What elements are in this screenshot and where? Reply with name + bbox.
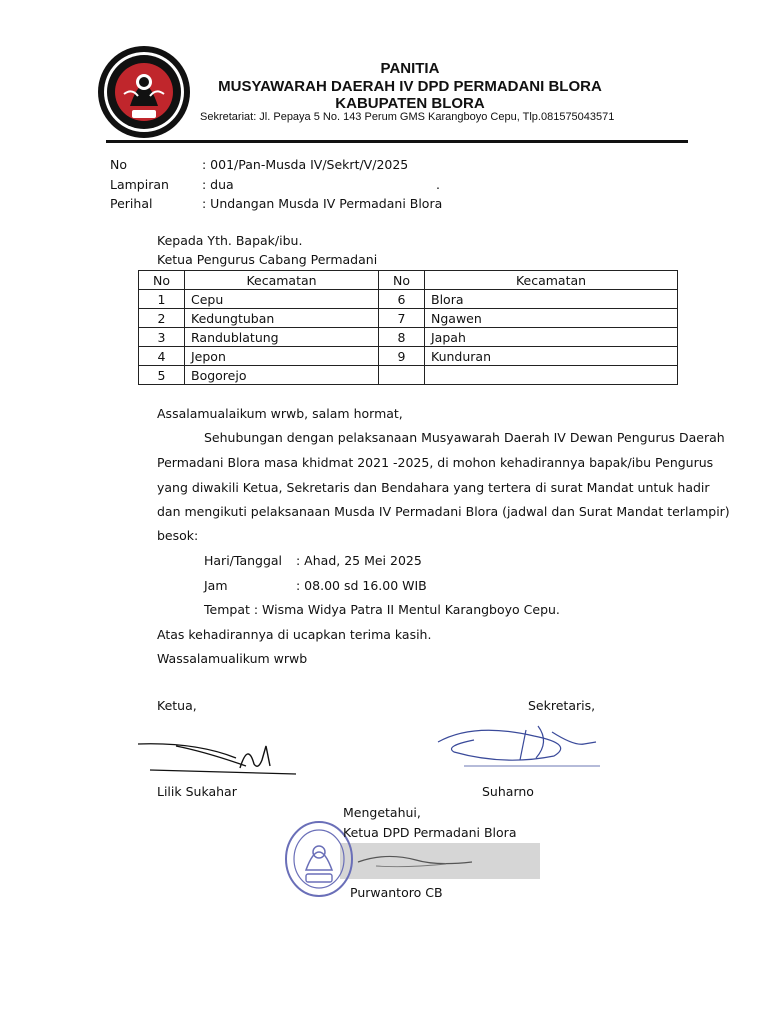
meta-lampiran-dot: .	[436, 177, 440, 192]
table-header-no: No	[379, 271, 425, 290]
body-paragraph-line: dan mengikuti pelaksanaan Musda IV Permadani Blora (jadwal dan Surat Mandat terlampir)	[157, 504, 730, 519]
table-cell: 9	[379, 347, 425, 366]
body-paragraph-line: Permadani Blora masa khidmat 2021 -2025, di mohon kehadirannya bapak/ibu Pengurus	[157, 455, 714, 470]
meta-no-value: : 001/Pan-Musda IV/Sekrt/V/2025	[202, 157, 409, 172]
table-cell: 3	[139, 328, 185, 347]
table-cell: 8	[379, 328, 425, 347]
table-cell: Japah	[425, 328, 678, 347]
meta-lampiran-value: : dua	[202, 177, 234, 192]
table-cell: 5	[139, 366, 185, 385]
sekretaris-title: Sekretaris,	[528, 698, 596, 713]
table-cell: Kedungtuban	[185, 309, 379, 328]
table-cell: Randublatung	[185, 328, 379, 347]
recipient-line2: Ketua Pengurus Cabang Permadani	[157, 252, 378, 267]
table-row	[139, 366, 678, 385]
table-cell: 7	[379, 309, 425, 328]
table-cell: 4	[139, 347, 185, 366]
organization-logo	[96, 44, 192, 140]
sekretaris-name: Suharno	[482, 784, 534, 799]
table-row	[139, 347, 678, 366]
ketua-signature	[136, 736, 302, 780]
letterhead-secretariat: Sekretariat: Jl. Pepaya 5 No. 143 Perum GMS Karangboyo Cepu, Tlp.081575043571	[200, 111, 615, 123]
letterhead-region: KABUPATEN BLORA	[335, 95, 485, 112]
letterhead-title: PANITIA	[380, 60, 440, 77]
table-header-row	[139, 271, 678, 290]
meta-lampiran-label: Lampiran	[110, 177, 169, 192]
table-cell: 1	[139, 290, 185, 309]
table-cell: Blora	[425, 290, 678, 309]
schedule-venue: Tempat : Wisma Widya Patra II Mentul Karangboyo Cepu.	[204, 602, 560, 617]
table-cell	[425, 366, 678, 385]
table-cell: Kunduran	[425, 347, 678, 366]
schedule-date-value: : Ahad, 25 Mei 2025	[296, 553, 422, 568]
table-row	[139, 290, 678, 309]
table-header-kecamatan: Kecamatan	[185, 271, 379, 290]
table-cell: Cepu	[185, 290, 379, 309]
dpd-signature	[356, 848, 476, 872]
body-paragraph-line: Sehubungan dengan pelaksanaan Musyawarah Daerah IV Dewan Pengurus Daerah	[204, 430, 725, 445]
table-header-kecamatan: Kecamatan	[425, 271, 678, 290]
dpd-name: Purwantoro CB	[350, 885, 443, 900]
body-paragraph-line: yang diwakili Ketua, Sekretaris dan Bendahara yang tertera di surat Mandat untuk hadir	[157, 480, 710, 495]
letterhead-committee: MUSYAWARAH DAERAH IV DPD PERMADANI BLORA	[218, 78, 602, 95]
table-cell: 2	[139, 309, 185, 328]
table-row	[139, 309, 678, 328]
table-header-no: No	[139, 271, 185, 290]
recipient-line1: Kepada Yth. Bapak/ibu.	[157, 233, 303, 248]
mengetahui-label: Mengetahui,	[343, 805, 421, 820]
table-cell: Jepon	[185, 347, 379, 366]
table-row	[139, 328, 678, 347]
meta-no-label: No	[110, 157, 127, 172]
ketua-title: Ketua,	[157, 698, 197, 713]
ketua-name: Lilik Sukahar	[157, 784, 237, 799]
greeting: Assalamualaikum wrwb, salam hormat,	[157, 406, 403, 421]
table-cell: Ngawen	[425, 309, 678, 328]
dpd-title: Ketua DPD Permadani Blora	[343, 825, 517, 840]
table-cell	[379, 366, 425, 385]
schedule-time-value: : 08.00 sd 16.00 WIB	[296, 578, 427, 593]
closing-line: Wassalamualikum wrwb	[157, 651, 308, 666]
table-cell: 6	[379, 290, 425, 309]
thanks-line: Atas kehadirannya di ucapkan terima kasih.	[157, 627, 432, 642]
meta-perihal-value: : Undangan Musda IV Permadani Blora	[202, 196, 443, 211]
table-cell: Bogorejo	[185, 366, 379, 385]
schedule-time-label: Jam	[204, 578, 228, 593]
kecamatan-table	[138, 270, 678, 385]
schedule-date-label: Hari/Tanggal	[204, 553, 283, 568]
sekretaris-signature	[434, 722, 602, 768]
letterhead-divider	[106, 140, 688, 143]
body-paragraph-line: besok:	[157, 528, 199, 543]
meta-perihal-label: Perihal	[110, 196, 153, 211]
